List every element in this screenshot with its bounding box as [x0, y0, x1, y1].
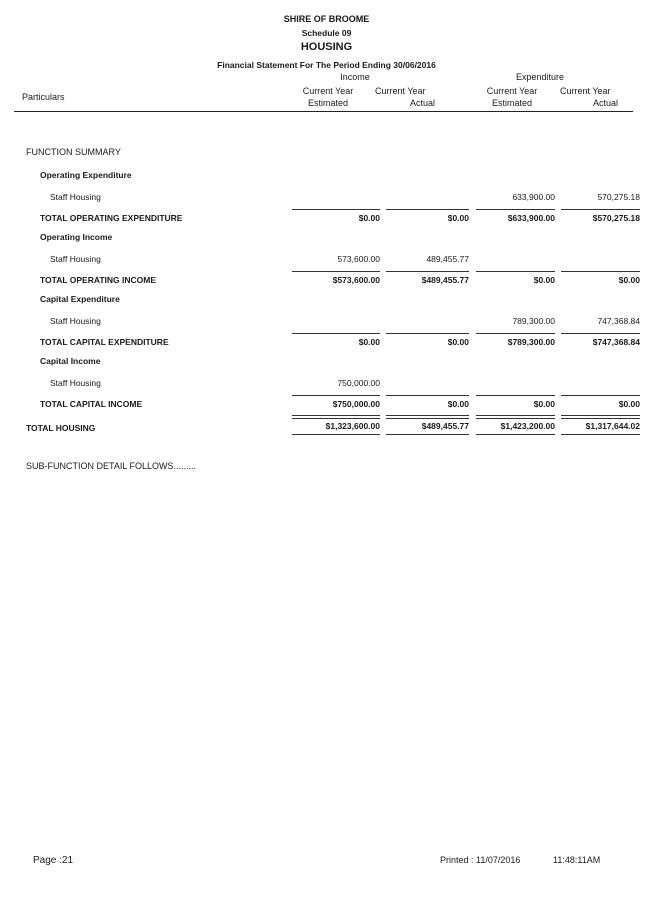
- rule: [292, 271, 380, 272]
- grand-total-exp-est: $1,423,200.00: [500, 421, 555, 431]
- opex-item-exp-act: 570,275.18: [597, 192, 640, 202]
- rule: [292, 209, 380, 210]
- capinc-total-exp-est: $0.00: [533, 399, 555, 409]
- opex-item-label: Staff Housing: [50, 192, 101, 202]
- rule: [292, 395, 380, 396]
- opex-total-income-est: $0.00: [358, 213, 380, 223]
- rule: [386, 434, 469, 435]
- rule: [561, 209, 640, 210]
- opinc-total-exp-act: $0.00: [618, 275, 640, 285]
- income-cy-actual-line1: Current Year: [375, 86, 426, 96]
- rule: [386, 418, 469, 419]
- capinc-item-income-est: 750,000.00: [337, 378, 380, 388]
- capex-item-exp-act: 747,368.84: [597, 316, 640, 326]
- capinc-item-label: Staff Housing: [50, 378, 101, 388]
- capex-total-income-est: $0.00: [358, 337, 380, 347]
- rule: [561, 333, 640, 334]
- grand-total-income-est: $1,323,600.00: [325, 421, 380, 431]
- opex-total-exp-est: $633,900.00: [507, 213, 555, 223]
- rule: [386, 395, 469, 396]
- rule: [386, 209, 469, 210]
- page-number: Page :21: [33, 855, 74, 866]
- income-cy-actual-header: [375, 85, 435, 109]
- rule: [386, 271, 469, 272]
- capex-total-exp-act: $747,368.84: [592, 337, 640, 347]
- rule: [561, 395, 640, 396]
- opinc-total-income-est: $573,600.00: [332, 275, 380, 285]
- printed-date: Printed : 11/07/2016: [440, 855, 521, 865]
- exp-cy-estimated-line1: Current Year: [486, 86, 538, 96]
- rule: [292, 434, 380, 435]
- header-divider: [14, 111, 633, 112]
- rule: [292, 415, 380, 416]
- exp-cy-estimated-header: [472, 85, 552, 109]
- capex-total-income-act: $0.00: [447, 337, 469, 347]
- income-group-header: Income: [340, 72, 370, 82]
- sub-function-note: SUB-FUNCTION DETAIL FOLLOWS.........: [26, 461, 197, 471]
- printed-time: 11:48:11AM: [553, 855, 601, 865]
- capinc-total-income-est: $750,000.00: [332, 399, 380, 409]
- rule: [476, 333, 555, 334]
- capinc-total-income-act: $0.00: [447, 399, 469, 409]
- rule: [561, 418, 640, 419]
- rule: [476, 418, 555, 419]
- capital-income-heading: Capital Income: [40, 356, 101, 366]
- opinc-item-income-est: 573,600.00: [337, 254, 380, 264]
- capex-total-label: TOTAL CAPITAL EXPENDITURE: [40, 337, 169, 347]
- exp-cy-actual-header: [560, 85, 618, 109]
- opinc-item-label: Staff Housing: [50, 254, 101, 264]
- rule: [292, 333, 380, 334]
- income-cy-estimated-header: [288, 85, 368, 109]
- exp-cy-estimated-line2: Estimated: [491, 98, 533, 108]
- rule: [561, 415, 640, 416]
- rule: [386, 415, 469, 416]
- rule: [561, 271, 640, 272]
- capinc-total-exp-act: $0.00: [618, 399, 640, 409]
- function-summary-label: FUNCTION SUMMARY: [26, 147, 121, 157]
- opex-total-income-act: $0.00: [447, 213, 469, 223]
- opex-total-label: TOTAL OPERATING EXPENDITURE: [40, 213, 183, 223]
- expenditure-group-header: Expenditure: [515, 72, 565, 82]
- rule: [476, 395, 555, 396]
- capital-expenditure-heading: Capital Expenditure: [40, 294, 120, 304]
- statement-period: Financial Statement For The Period Ending 30/06/2016: [217, 60, 436, 70]
- exp-cy-actual-line1: Current Year: [560, 86, 611, 96]
- rule: [292, 418, 380, 419]
- capinc-total-label: TOTAL CAPITAL INCOME: [40, 399, 143, 409]
- income-cy-actual-line2: Actual: [409, 98, 435, 108]
- capex-item-exp-est: 789,300.00: [512, 316, 555, 326]
- capex-item-label: Staff Housing: [50, 316, 101, 326]
- income-cy-estimated-line1: Current Year: [302, 86, 354, 96]
- opinc-total-income-act: $489,455.77: [421, 275, 469, 285]
- schedule-label: Schedule 09: [301, 28, 352, 38]
- rule: [476, 271, 555, 272]
- org-name: SHIRE OF BROOME: [283, 14, 370, 24]
- particulars-header: Particulars: [22, 92, 65, 102]
- grand-total-exp-act: $1,317,644.02: [585, 421, 640, 431]
- opinc-item-income-act: 489,455.77: [426, 254, 469, 264]
- grand-total-label: TOTAL HOUSING: [26, 423, 96, 433]
- rule: [476, 415, 555, 416]
- operating-income-heading: Operating Income: [40, 232, 113, 242]
- capex-total-exp-est: $789,300.00: [507, 337, 555, 347]
- opex-total-exp-act: $570,275.18: [592, 213, 640, 223]
- opinc-total-exp-est: $0.00: [533, 275, 555, 285]
- opex-item-exp-est: 633,900.00: [512, 192, 555, 202]
- income-cy-estimated-line2: Estimated: [307, 98, 349, 108]
- operating-expenditure-heading: Operating Expenditure: [40, 170, 132, 180]
- grand-total-income-act: $489,455.77: [421, 421, 469, 431]
- rule: [561, 434, 640, 435]
- rule: [386, 333, 469, 334]
- opinc-total-label: TOTAL OPERATING INCOME: [40, 275, 157, 285]
- page-title: HOUSING: [300, 41, 353, 53]
- rule: [476, 434, 555, 435]
- rule: [476, 209, 555, 210]
- exp-cy-actual-line2: Actual: [592, 98, 618, 108]
